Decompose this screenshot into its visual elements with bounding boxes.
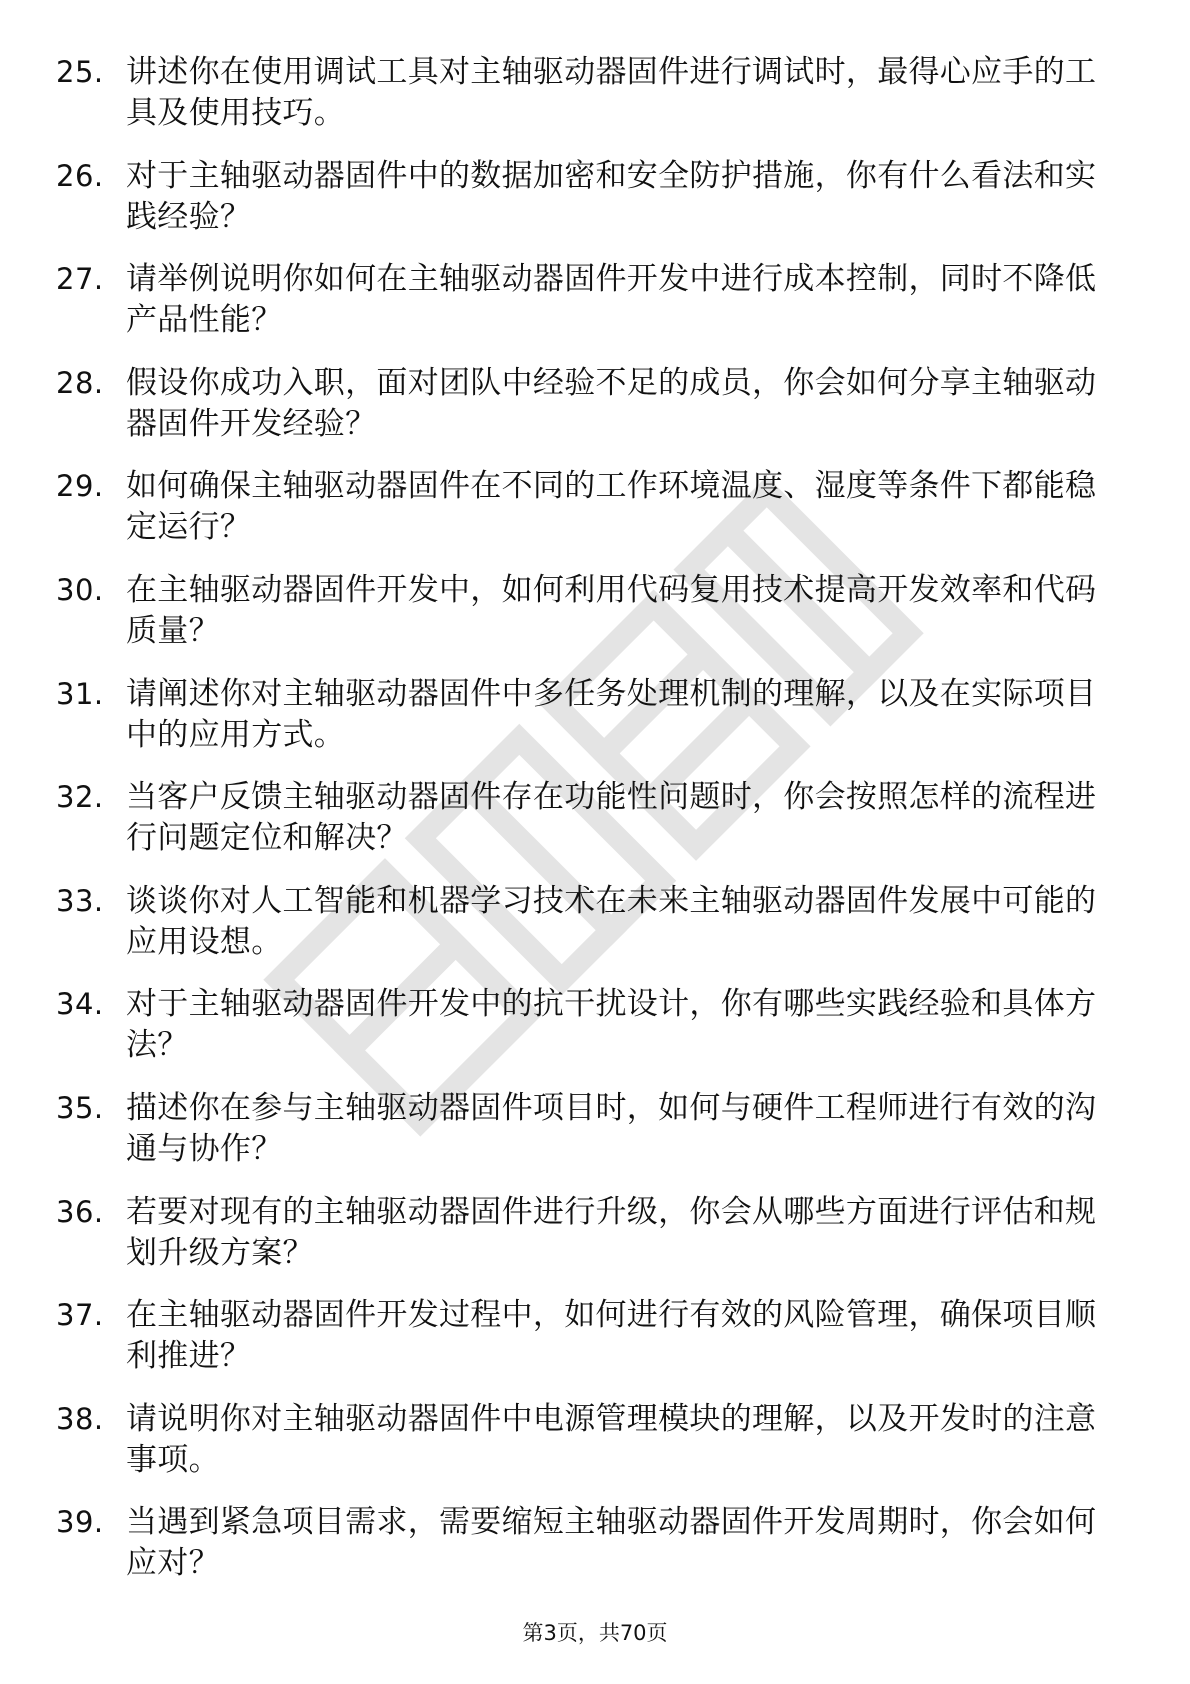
- question-text: 假设你成功入职，面对团队中经验不足的成员，你会如何分享主轴驱动器固件开发经验？: [126, 364, 1097, 442]
- question-item: [0, 1502, 1190, 1606]
- question-number: 35.: [56, 1090, 104, 1125]
- question-item: [0, 777, 1190, 881]
- question-number: 25.: [56, 55, 104, 89]
- page-footer: [0, 1620, 1190, 1646]
- question-number: 39.: [56, 1505, 104, 1540]
- question-text: 描述你在参与主轴驱动器固件项目时，如何与硬件工程师进行有效的沟通与协作？: [126, 1089, 1097, 1167]
- question-text: 若要对现有的主轴驱动器固件进行升级，你会从哪些方面进行评估和规划升级方案？: [126, 1193, 1097, 1271]
- question-item: [0, 984, 1190, 1088]
- question-text: 请阐述你对主轴驱动器固件中多任务处理机制的理解，以及在实际项目中的应用方式。: [126, 675, 1097, 753]
- question-item: [0, 570, 1190, 674]
- question-item: [0, 259, 1190, 363]
- question-text: 对于主轴驱动器固件开发中的抗干扰设计，你有哪些实践经验和具体方法？: [126, 986, 1097, 1064]
- question-number: 34.: [56, 987, 104, 1022]
- question-number: 38.: [56, 1401, 104, 1436]
- question-number: 31.: [56, 676, 104, 711]
- question-item: [0, 156, 1190, 260]
- question-number: 26.: [56, 158, 104, 193]
- question-text: 在主轴驱动器固件开发过程中，如何进行有效的风险管理，确保项目顺利推进？: [126, 1297, 1097, 1375]
- question-text: 在主轴驱动器固件开发中，如何利用代码复用技术提高开发效率和代码质量？: [126, 571, 1097, 649]
- question-number: 28.: [56, 365, 104, 400]
- question-text: 当客户反馈主轴驱动器固件存在功能性问题时，你会按照怎样的流程进行问题定位和解决？: [126, 779, 1097, 857]
- question-number: 33.: [56, 883, 104, 918]
- question-text: 如何确保主轴驱动器固件在不同的工作环境温度、湿度等条件下都能稳定运行？: [126, 468, 1097, 546]
- question-number: 27.: [56, 262, 104, 297]
- question-number: 37.: [56, 1298, 104, 1333]
- question-number: 30.: [56, 572, 104, 607]
- question-item: [0, 674, 1190, 778]
- question-text: 请说明你对主轴驱动器固件中电源管理模块的理解，以及开发时的注意事项。: [126, 1400, 1097, 1478]
- question-text: 对于主轴驱动器固件中的数据加密和安全防护措施，你有什么看法和实践经验？: [126, 157, 1097, 235]
- question-number: 36.: [56, 1194, 104, 1229]
- question-text: 讲述你在使用调试工具对主轴驱动器固件进行调试时，最得心应手的工具及使用技巧。: [126, 54, 1097, 131]
- question-item: [0, 881, 1190, 985]
- question-text: 谈谈你对人工智能和机器学习技术在未来主轴驱动器固件发展中可能的应用设想。: [126, 882, 1097, 960]
- page-number-label: 第3页，共70页: [522, 1621, 668, 1645]
- question-item: [0, 1192, 1190, 1296]
- question-item: [0, 1088, 1190, 1192]
- question-number: 32.: [56, 780, 104, 815]
- question-item: [0, 466, 1190, 570]
- question-number: 29.: [56, 469, 104, 504]
- question-item: [0, 1399, 1190, 1503]
- question-item: [0, 1295, 1190, 1399]
- question-list: [0, 52, 1190, 1606]
- question-text: 请举例说明你如何在主轴驱动器固件开发中进行成本控制，同时不降低产品性能？: [126, 261, 1097, 339]
- question-text: 当遇到紧急项目需求，需要缩短主轴驱动器固件开发周期时，你会如何应对？: [126, 1504, 1097, 1582]
- question-item: [0, 52, 1190, 156]
- question-item: [0, 363, 1190, 467]
